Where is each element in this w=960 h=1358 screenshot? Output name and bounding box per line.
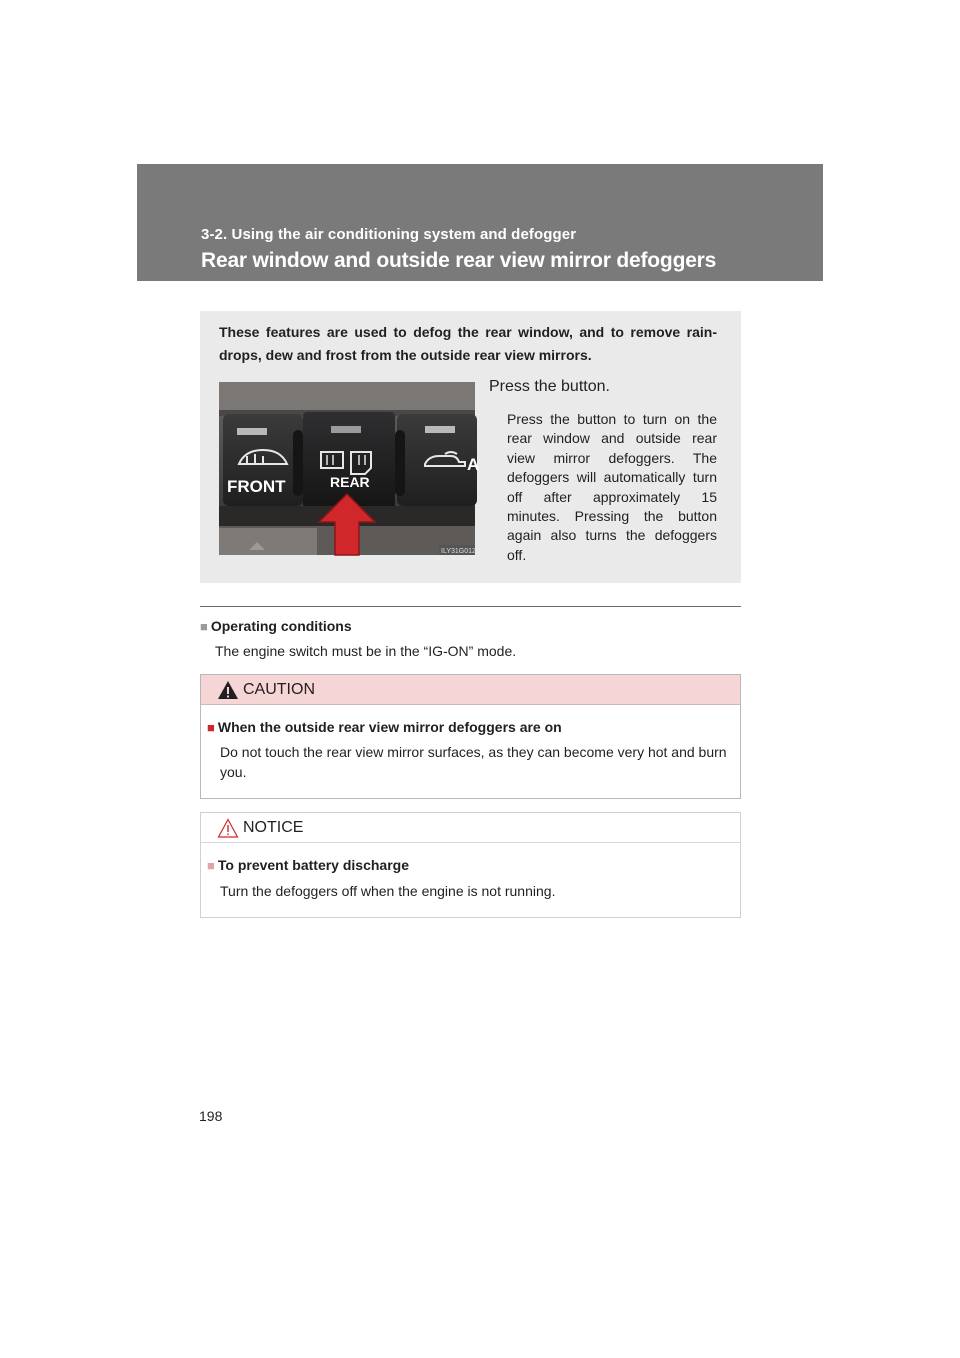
- notice-text: Turn the defoggers off when the engine is not running.: [220, 883, 556, 899]
- operating-conditions-text: The engine switch must be in the “IG-ON” mode.: [215, 643, 517, 659]
- section-label: 3-2. Using the air conditioning system and defogger: [201, 226, 577, 243]
- square-bullet-icon: ■: [207, 858, 215, 873]
- square-bullet-icon: ■: [207, 720, 215, 735]
- notice-header: [201, 813, 740, 843]
- notice-subheading-text: To prevent battery discharge: [217, 857, 409, 873]
- step-title: Press the button.: [489, 378, 610, 395]
- control-panel-illustration: [219, 382, 480, 555]
- notice-label: NOTICE: [243, 819, 304, 836]
- page-number: 198: [199, 1108, 223, 1124]
- operating-conditions-title: Operating conditions: [210, 618, 352, 634]
- caution-label: CAUTION: [243, 681, 315, 698]
- front-button-label: FRONT: [227, 477, 286, 496]
- page-heading: Rear window and outside rear view mirror defoggers: [201, 249, 717, 272]
- notice-subheading: [207, 857, 409, 873]
- notice-triangle-icon: [217, 818, 239, 838]
- caution-subheading: [207, 719, 562, 735]
- warning-triangle-icon: [217, 680, 239, 700]
- intro-text: These features are used to defog the rear window, and to remove rain-drops, dew and frost from the outside rear view mirrors.: [219, 324, 717, 363]
- caution-text: Do not touch the rear view mirror surfaces, as they can become very hot and burn you.: [220, 744, 727, 780]
- caution-box: [200, 674, 741, 799]
- caution-subheading-text: When the outside rear view mirror defoggers are on: [217, 719, 562, 735]
- photo-code: ILY31G012: [441, 548, 476, 555]
- step-description: Press the button to turn on the rear window and outside rear view mirror defoggers. The defoggers will automatically turn off after approximately 15 minutes. Pressing the button again also turns the defoggers off.: [507, 411, 717, 563]
- defogger-button-photo: [219, 382, 480, 555]
- operating-conditions-heading: [200, 618, 352, 634]
- caution-header: [201, 675, 740, 705]
- notice-box: [200, 812, 741, 918]
- section-divider: [200, 606, 741, 607]
- header-band: [137, 164, 823, 281]
- square-bullet-icon: ■: [200, 619, 208, 634]
- intro-box: [200, 311, 741, 583]
- rear-button-label: REAR: [330, 474, 370, 490]
- partial-button-label: A: [467, 455, 480, 474]
